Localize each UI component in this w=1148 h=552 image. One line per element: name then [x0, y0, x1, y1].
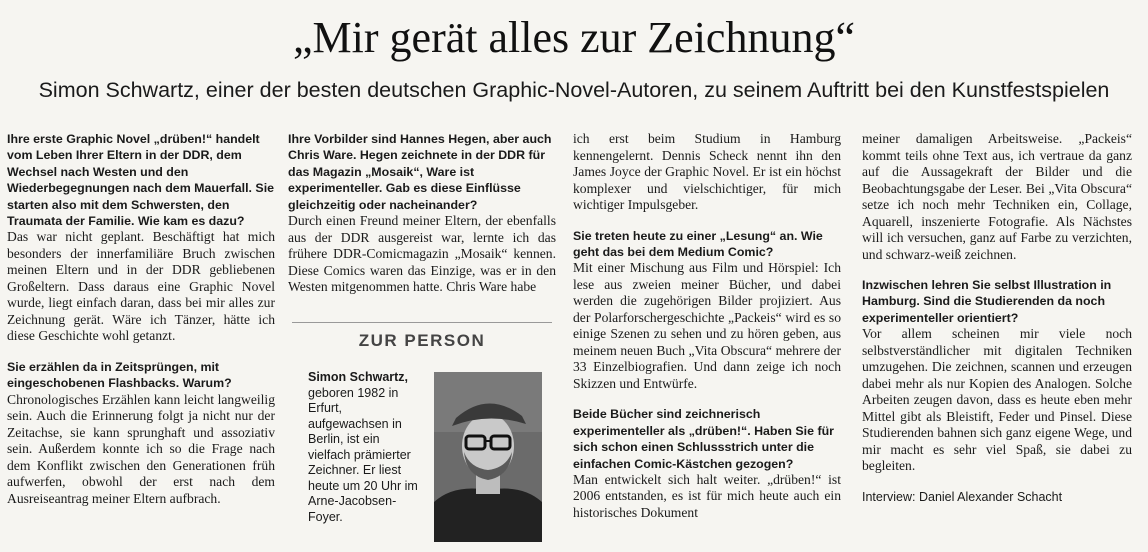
byline: Interview: Daniel Alexander Schacht — [862, 489, 1063, 504]
person-box-title: ZUR PERSON — [358, 331, 486, 350]
question: Sie treten heute zu einer „Lesung“ an. Wie geht das bei dem Medium Comic? — [573, 228, 823, 259]
column-2 — [288, 131, 556, 310]
answer: Durch einen Freund meiner Eltern, der ebenfalls aus der DDR ausgereist war, lernte ich das frühere DDR-Comicmagazin „Mosaik“ kennen. Diese Comics waren das Einzige, was er in den Westen mitgenommen hatte. Chris Ware habe — [288, 213, 556, 295]
answer: meiner damaligen Arbeitsweise. „Packeis“ kommt teils ohne Text aus, ich vertraue da ganz auf die Aussagekraft der Bilder und die Beobachtungsgabe der Leser. Bei „Vita Obscura“ setze ich noch mehr Techniken ein, Collage, Aquarell, inszenierte Fotografie. Als Nächstes will ich versuchen, ganz auf Farbe zu verzichten, und schwarz-weiß zeichnen. — [862, 131, 1132, 262]
answer: Das war nicht geplant. Beschäftigt hat mich besonders der innerfamiliäre Bruch zwischen meinen Eltern und in der DDR gebliebenen Großeltern. Dass daraus eine Graphic Novel wurde, liegt einfach daran, dass bei mir alles zur Zeichnung gerät. Wäre ich Tänzer, hätte ich diese Geschichte wohl getanzt. — [7, 229, 275, 344]
question: Inzwischen lehren Sie selbst Illustration in Hamburg. Sind die Studierenden da noch experimenteller orientiert? — [862, 278, 1112, 325]
answer: ich erst beim Studium in Hamburg kennengelernt. Dennis Scheck nennt ihn den James Joyce der Graphic Novel. Er ist ein höchst komplexer und vielschichtiger, für mich wichtiger Impulsgeber. — [573, 131, 841, 212]
column-1 — [7, 131, 275, 521]
answer: Mit einer Mischung aus Film und Hörspiel: Ich lese aus zweien meiner Bücher, und dabei werden die zugehörigen Bilder projiziert. Aus der Polarforschergeschichte „Packeis“ wird es so einige Szenen zu sehen und zu hören geben, aus meinem neuen Buch „Vita Obscura“ mehrere der 33 Einzelbiografien. Und dann zeige ich noch Skizzen und Entwürfe. — [573, 260, 841, 391]
person-box — [288, 322, 556, 548]
answer: Man entwickelt sich halt weiter. „drüben!“ ist 2006 entstanden, es ist für mich heute auch ein historisches Dokument — [573, 471, 841, 520]
question: Beide Bücher sind zeichnerisch experimenteller als „drüben!“. Haben Sie für sich schon einen Schlussstrich unter die einfachen Comic-Kästchen gezogen? — [573, 407, 834, 471]
person-bio — [308, 370, 424, 525]
question: Ihre Vorbilder sind Hannes Hegen, aber auch Chris Ware. Hegen zeichnete in der DDR für das Magazin „Mosaik“, Ware ist experimenteller. Gab es diese Einflüsse gleichzeitig oder nacheinander? — [288, 132, 552, 212]
answer: Vor allem scheinen mir viele noch selbstverständlicher mit digitalen Techniken umzugehen. Die zeichnen, scannen und erzeugen dabei mehr als nur Kopien des Analogen. Solche Arbeiten zeugen davon, dass es heute eben mehr Mittel gibt als Bleistift, Feder und Pinsel. Diese Studierenden bahnen sich ganz eigene Wege, und mir macht es sehr viel Spaß, sie dabei zu begleiten. — [862, 326, 1132, 474]
divider — [292, 322, 552, 323]
person-bio-text: geboren 1982 in Erfurt, aufgewachsen in Berlin, ist ein vielfach prämierter Zeichner. Er liest heute um 20 Uhr im Arne-Jacobsen-Foyer. — [308, 385, 418, 524]
portrait-photo — [434, 372, 542, 542]
question: Ihre erste Graphic Novel „drüben!“ handelt vom Leben Ihrer Eltern in der DDR, dem Wechsel nach Westen und den Wiederbegegnungen nach dem Mauerfall. Sie starten also mit dem Schwersten, den Traumata der Familie. Wie kam es dazu? — [7, 132, 275, 229]
headline: „Mir gerät alles zur Zeichnung“ — [293, 13, 855, 62]
answer: Chronologisches Erzählen kann leicht langweilig sein. Auch die Erinnerung folgt ja nicht nur der Zeitachse, sie kann sprunghaft und assoziativ sein. Außerdem konnte ich so die Frage nach dem Konflikt zwischen den Generationen früh aufwerfen, obwohl der erst nach dem Ausreiseantrag meiner Eltern aufbrach. — [7, 391, 275, 506]
column-3 — [573, 131, 841, 535]
person-name: Simon Schwartz, — [308, 370, 409, 384]
column-4 — [862, 131, 1132, 505]
question: Sie erzählen da in Zeitsprüngen, mit eingeschobenen Flashbacks. Warum? — [7, 359, 232, 391]
subheadline: Simon Schwartz, einer der besten deutschen Graphic-Novel-Autoren, zu seinem Auftritt bei den Kunstfestspielen — [38, 78, 1110, 102]
